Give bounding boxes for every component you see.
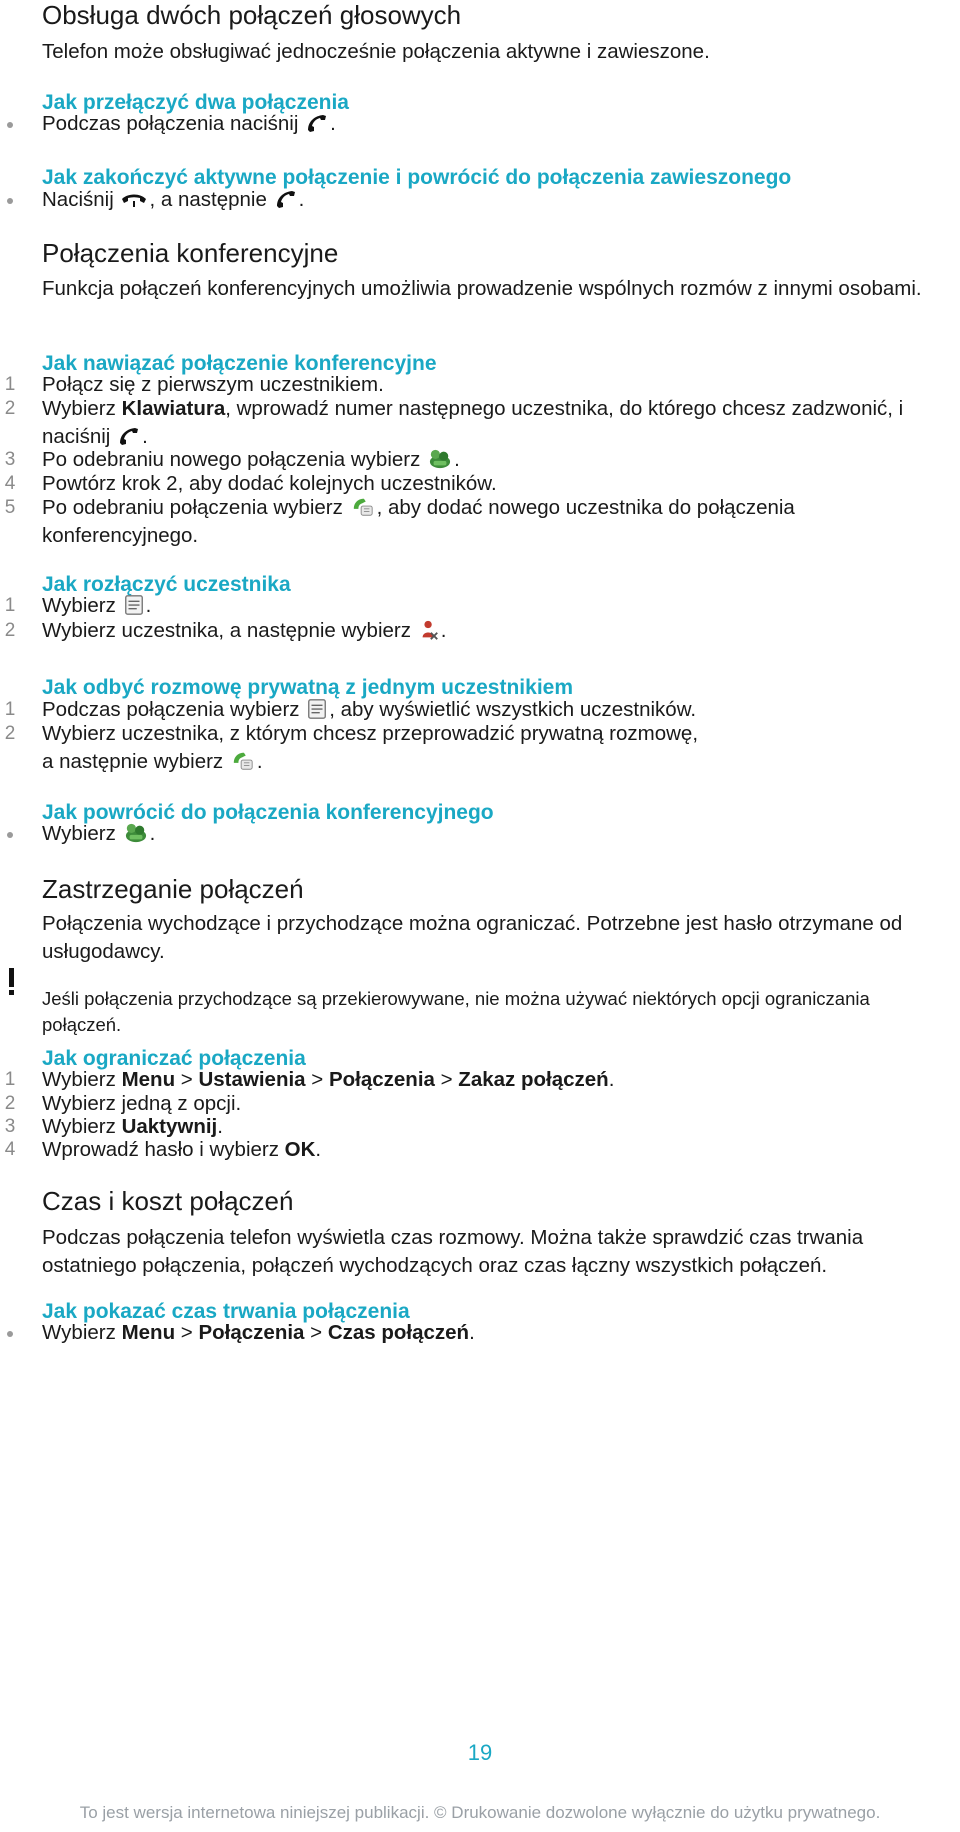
subheading-private-call: Jak odbyć rozmowę prywatną z jednym uczestnikiem bbox=[42, 676, 573, 699]
bullet-icon bbox=[7, 122, 13, 128]
footer-note: To jest wersja internetowa niniejszej publikacji. © Drukowanie dozwolone wyłącznie do użytku prywatnego. bbox=[79, 1803, 881, 1822]
call-key-icon bbox=[117, 425, 141, 447]
section-intro: Funkcja połączeń konferencyjnych umożliwia prowadzenie wspólnych rozmów z innymi osobami. bbox=[42, 277, 922, 300]
step-number: 2 bbox=[4, 620, 16, 641]
participants-list-icon bbox=[306, 698, 328, 720]
step-text: Powtórz krok 2, aby dodać kolejnych uczestników. bbox=[42, 472, 497, 495]
subheading-return-conference: Jak powrócić do połączenia konferencyjnego bbox=[42, 801, 494, 824]
bullet-icon bbox=[7, 198, 13, 204]
step-number: 2 bbox=[4, 1093, 16, 1114]
menu-item-ref: Klawiatura bbox=[121, 397, 226, 420]
step-text: Wybierz jedną z opcji. bbox=[42, 1092, 242, 1115]
bullet-icon bbox=[7, 832, 13, 838]
section-title-two-calls: Obsługa dwóch połączeń głosowych bbox=[42, 0, 462, 30]
join-calls-icon bbox=[427, 448, 453, 470]
step-number: 2 bbox=[4, 723, 16, 744]
section-intro: Połączenia wychodzące i przychodzące można ograniczać. Potrzebne jest hasło otrzymane od usługodawcy. bbox=[42, 912, 903, 963]
warning-icon bbox=[6, 966, 18, 996]
subheading-switch-calls: Jak przełączyć dwa połączenia bbox=[42, 91, 349, 114]
subheading-show-call-time: Jak pokazać czas trwania połączenia bbox=[42, 1300, 410, 1323]
step-number: 2 bbox=[4, 398, 16, 419]
end-call-key-icon bbox=[120, 188, 148, 210]
warning-note: Jeśli połączenia przychodzące są przekierowywane, nie można używać niektórych opcji ograniczania połączeń. bbox=[42, 987, 870, 1035]
page-number: 19 bbox=[467, 1740, 493, 1765]
join-calls-icon bbox=[123, 822, 149, 844]
step-number: 1 bbox=[4, 699, 16, 720]
manual-page: Obsługa dwóch połączeń głosowych Telefon może obsługiwać jednocześnie połączenia aktywne i zawieszone. Jak przełączyć dwa połączenia Podczas połączenia naciśnij . Jak zakończyć aktywne połączenie i powrócić do połączenia zawieszonego Naciśnij , a następnie . Połączenia konferencyjne Funkcja połączeń konferencyjnych umożliwia prowadzenie wspólnych rozmów z innymi osobami. Jak nawiązać połączenie konferencyjne 1 Połącz się z pierwszym uczestnikiem. 2 Wybierz Klawiatura, wprowadź numer następnego uczestnika, do którego chcesz zadzwonić, i naciśnij . 3 Po odebraniu nowego połączenia wybierz . 4 Powtórz krok 2, aby dodać kolejnych uczestników. 5 Po odebraniu połączenia wybierz , aby dodać nowego uczestnika do połączenia konferencyjnego. Jak rozłączyć uczestnika 1 Wybierz . 2 Wybierz uczestnika, a następnie wybierz . Jak odbyć rozmowę prywatną z jednym uczestnikiem 1 Podczas połączenia wybierz , aby wyświetlić wszystkich uczestników. 2 Wybierz uczestnika, z którym chcesz przeprowadzić prywatną rozmowę, a następnie wybierz . Jak powrócić do połączenia konferencyjnego Wybierz . Zastrzeganie połączeń Połączenia wychodzące i przychodzące można ograniczać. Potrzebne jest hasło otrzymane od usługodawcy. Jeśli połączenia przychodzące są przekierowywane, nie można używać niektórych opcji ograniczania połączeń. Jak ograniczać połączenia 1 Wybierz Menu > Ustawienia > Połączenia > Zakaz połączeń. 2 Wybierz jedną z opcji. 3 Wybierz Uaktywnij. 4 Wprowadź hasło i wybierz OK. Czas i koszt połączeń Podczas połączenia telefon wyświetla czas rozmowy. Można także sprawdzić czas trwania ostatniego połączenia, połączeń wychodzących oraz czas łączny wszystkich połączeń. Jak pokazać czas trwania połączenia Wybierz Menu > Połączenia > Czas połączeń. 19 To jest wersja internetowa niniejszej publikacji. © Drukowanie dozwolone wyłącznie do użytku prywatnego. bbox=[0, 0, 960, 1832]
step-number: 3 bbox=[4, 1116, 16, 1137]
step-number: 5 bbox=[4, 497, 16, 518]
subheading-disconnect-participant: Jak rozłączyć uczestnika bbox=[42, 573, 291, 596]
section-title-call-time: Czas i koszt połączeń bbox=[42, 1186, 294, 1216]
call-key-icon bbox=[305, 112, 329, 134]
subheading-end-active-call: Jak zakończyć aktywne połączenie i powrócić do połączenia zawieszonego bbox=[42, 166, 792, 189]
step-number: 1 bbox=[4, 1069, 16, 1090]
step-number: 1 bbox=[4, 374, 16, 395]
participants-list-icon bbox=[123, 594, 145, 616]
add-to-conference-icon bbox=[350, 496, 376, 518]
subheading-start-conference: Jak nawiązać połączenie konferencyjne bbox=[42, 352, 437, 375]
step-number: 1 bbox=[4, 595, 16, 616]
add-to-conference-icon bbox=[230, 750, 256, 772]
section-intro: Telefon może obsługiwać jednocześnie połączenia aktywne i zawieszone. bbox=[42, 40, 710, 63]
step-number: 3 bbox=[4, 449, 16, 470]
step-number: 4 bbox=[4, 473, 16, 494]
release-participant-icon bbox=[418, 619, 440, 641]
section-title-conference: Połączenia konferencyjne bbox=[42, 238, 339, 268]
section-title-call-barring: Zastrzeganie połączeń bbox=[42, 874, 304, 904]
subheading-restrict-calls: Jak ograniczać połączenia bbox=[42, 1047, 306, 1070]
section-intro: Podczas połączenia telefon wyświetla czas rozmowy. Można także sprawdzić czas trwania ostatniego połączenia, połączeń wychodzących oraz czas łączny wszystkich połączeń. bbox=[42, 1226, 864, 1277]
call-key-icon bbox=[274, 188, 298, 210]
step-number: 4 bbox=[4, 1139, 16, 1160]
bullet-icon bbox=[7, 1331, 13, 1337]
step-text: Połącz się z pierwszym uczestnikiem. bbox=[42, 373, 384, 396]
